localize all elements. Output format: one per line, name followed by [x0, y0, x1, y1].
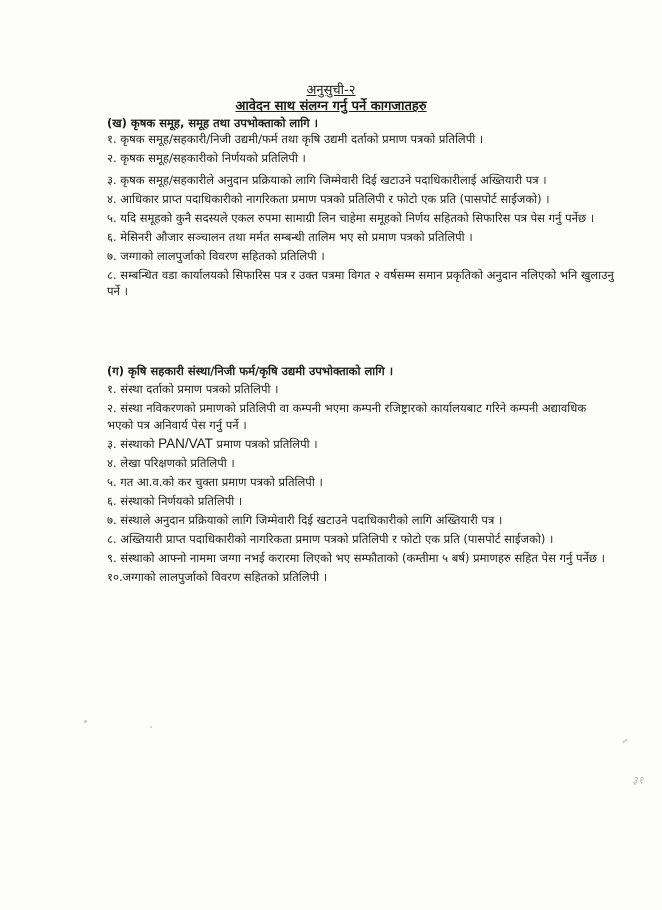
list-item: १. कृषक समूह/सहकारी/निजी उद्यमी/फर्म तथा कृषि उद्यमी दर्ताको प्रमाण पत्रको प्रतिलिपी । [107, 132, 484, 146]
list-item [107, 436, 615, 453]
schedule-title: अनुसुची-२ [306, 83, 356, 98]
section-kha-list [107, 131, 615, 300]
list-item: ८. अख्तियारी प्राप्त पदाधिकारीको नागरिकता प्रमाण पत्रको प्रतिलिपी र फोटो एक प्रति (पासपोर्ट साईजको) । [107, 531, 554, 546]
item-text: प्रमाण पत्रको प्रतिलिपी । [212, 436, 318, 451]
document-title: आवेदन साथ संलग्न गर्नु पर्ने कागजातहरु [235, 99, 427, 114]
list-item: ५. यदि समूहको कुनै सदस्यले एकल रुपमा सामाग्री लिन चाहेमा समूहको निर्णय सहितको सिफारिस पत्र पेस गर्नु पर्नेछ । [107, 210, 595, 225]
scan-speck [622, 738, 628, 743]
list-item: ९. संस्थाको आफ्नो नाममा जग्गा नभई करारमा लिएको भए सम्फौताको (कम्तीमा ५ बर्ष) प्रमाणहरु सहित पेस गर्नु पर्नेछ । [107, 550, 606, 565]
section-ga [107, 363, 615, 588]
list-item: ६. मेसिनरी औजार सञ्चालन तथा मर्मत सम्बन्धी तालिम भए सो प्रमाण पत्रको प्रतिलिपी । [107, 229, 473, 244]
scan-speck [84, 720, 87, 723]
margin-mark: ३१ [632, 774, 644, 787]
section-ga-heading: (ग) कृषि सहकारी संस्था/निजी फर्म/कृषि उद्यमी उपभोक्ताको लागि । [107, 364, 394, 378]
list-item: ५. गत आ.व.को कर चुक्ता प्रमाण पत्रको प्रतिलिपी । [107, 474, 323, 489]
list-item: ८. सम्बन्धित वडा कार्यालयको सिफारिस पत्र र उक्त पत्रमा विगत २ वर्षसम्म समान प्रकृतिको अनुदान नलिएको भनि खुलाउनु पर्ने । [107, 267, 614, 298]
section-kha [107, 115, 615, 302]
list-item: ७. संस्थाले अनुदान प्रक्रियाको लागि जिम्मेवारी दिई खटाउने पदाधिकारीको लागि अख्तियारी पत्र । [107, 512, 503, 527]
list-item: २. कृषक समूह/सहकारीको निर्णयको प्रतिलिपी । [107, 151, 306, 165]
list-item: ४. आधिकार प्राप्त पदाधिकारीको नागरिकता प्रमाण पत्रको प्रतिलिपी र फोटो एक प्रति (पासपोर्ट साईजको) । [107, 191, 550, 206]
item-text: ३. संस्थाको [107, 436, 159, 451]
list-item: ३. कृषक समूह/सहकारीले अनुदान प्रक्रियाको लागि जिम्मेवारी दिई खटाउने पदाधिकारीलाई अख्तियारी पत्र । [107, 172, 547, 187]
list-item: २. संस्था नविकरणको प्रमाणको प्रतिलिपी वा कम्पनी भएमा कम्पनी रजिष्ट्रारको कार्यालयबाट गरिने कम्पनी अद्यावधिक भएको पत्र अनिवार्य पेस गर्नु पर्ने । [107, 401, 587, 432]
list-item: ६. संस्थाको निर्णयको प्रतिलिपी । [107, 493, 243, 508]
list-item: ७. जग्गाको लालपुर्जाको विवरण सहितको प्रतिलिपी । [107, 248, 325, 263]
section-ga-list [107, 381, 615, 585]
list-item: १०.जग्गाको लालपुर्जाको विवरण सहितको प्रतिलिपी । [107, 569, 328, 584]
section-kha-heading: (ख) कृषक समूह, समूह तथा उपभोक्ताको लागि । [107, 116, 319, 130]
list-item: ४. लेखा परिक्षणको प्रतिलिपी । [107, 455, 235, 470]
list-item: १. संस्था दर्ताको प्रमाण पत्रको प्रतिलिपी । [107, 382, 279, 396]
scan-speck [150, 726, 152, 728]
pan-vat-text: PAN/VAT [158, 435, 213, 451]
